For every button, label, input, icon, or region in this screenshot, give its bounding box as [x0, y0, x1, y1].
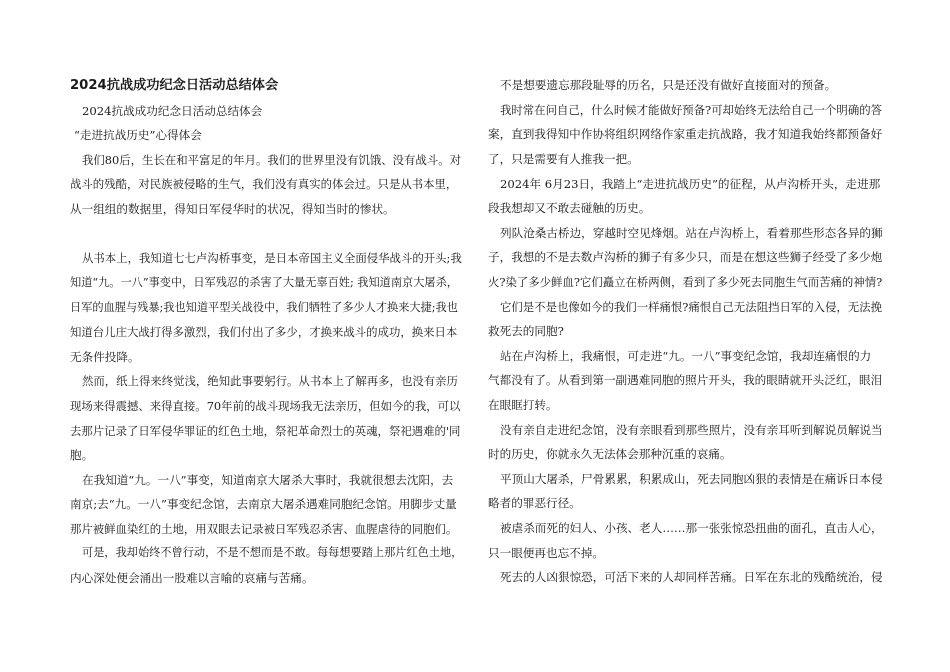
paragraph-line: 略者的罪恶行径。 — [488, 496, 581, 510]
paragraph-line: 在我知道“九。一八”事变，知道南京大屠杀大事时，我就很想去沈阳，去 — [82, 473, 454, 487]
paragraph-line: 无条件投降。 — [70, 350, 140, 364]
paragraph-line: 时的历史，你就永久无法体会那种沉重的哀痛。 — [488, 447, 732, 461]
paragraph-line: 没有亲自走进纪念馆，没有亲眼看到那些照片，没有亲耳听到解说员解说当 — [500, 423, 883, 437]
paragraph-line: 救死去的同胞? — [488, 324, 564, 338]
paragraph-line: 我时常在问自己，什么时候才能做好预备?可却始终无法给自己一个明确的答 — [500, 103, 882, 117]
left-column — [70, 0, 462, 672]
paragraph-line: 现场来得震撼、来得直接。70年前的战斗现场我无法亲历，但如今的我，可以 — [70, 399, 461, 413]
right-column — [488, 0, 884, 672]
paragraph-line: 平顶山大屠杀，尸骨累累，积累成山，死去同胞凶狠的表情是在痛诉日本侵 — [500, 472, 883, 486]
paragraph-line: 2024抗战成功纪念日活动总结体会 — [82, 104, 263, 118]
paragraph-line: 不是想要遗忘那段耻辱的历名，只是还没有做好直接面对的预备。 — [500, 78, 837, 92]
paragraph-line: 在眼眶打转。 — [488, 398, 558, 412]
paragraph-line: 我们80后，生长在和平富足的年月。我们的世界里没有饥饿、没有战斗。对 — [82, 153, 461, 167]
paragraph-line: 只一眼便再也忘不掉。 — [488, 546, 604, 560]
paragraph-line: 气都没有了。从看到第一副遇难同胞的照片开头，我的眼睛就开头泛红，眼泪 — [488, 373, 883, 387]
paragraph-line: 了，只是需要有人推我一把。 — [488, 152, 639, 166]
paragraph-line: 去那片记录了日军侵华罪证的红色土地，祭祀革命烈士的英魂，祭祀遇难的'同 — [70, 424, 461, 438]
paragraph-line: 日军的血腥与残暴;我也知道平型关战役中，我们牺牲了多少人才换来大捷;我也 — [70, 301, 458, 314]
paragraph-line: 2024年 6月23日，我踏上“走进抗战历史”的征程，从卢沟桥开头，走进那 — [500, 177, 881, 191]
paragraph-line: 战斗的残酷，对民族被侵略的生气，我们没有真实的体会过。只是从书本里， — [70, 177, 458, 191]
paragraph-line: 火?染了多少鲜血?它们矗立在桥两侧，看到了多少死去同胞生气而苦痛的神情? — [488, 275, 883, 289]
paragraph-line: 内心深处便会涌出一股难以言喻的哀痛与苦痛。 — [70, 571, 314, 585]
paragraph-line: 被虐杀而死的妇人、小孩、老人……那一张张惊恐扭曲的面孔，直击人心， — [500, 521, 883, 535]
document-title: 2024抗战成功纪念日活动总结体会 — [70, 78, 279, 93]
paragraph-line: 胞。 — [70, 448, 94, 462]
paragraph-line: 它们是不是也像如今的我们一样痛恨?痛恨自己无法阻挡日军的入侵，无法挽 — [500, 300, 882, 314]
paragraph-line: 知道台儿庄大战打得多激烈，我们付出了多少，才换来战斗的成功，换来日本 — [70, 325, 458, 339]
paragraph-line: 可是，我却始终不曾行动，不是不想而是不敢。每每想要踏上那片红色土地， — [82, 546, 463, 559]
paragraph-line: 从书本上，我知道七七卢沟桥事变，是日本帝国主义全面侵华战斗的开头;我 — [82, 251, 462, 265]
paragraph-line: 死去的人凶狠惊恐，可活下来的人却同样苦痛。日军在东北的残酷统治，侵 — [500, 570, 883, 584]
paragraph-line: 列队沧桑古桥边，穿越时空见烽烟。站在卢沟桥上，看着那些形态各异的狮 — [500, 226, 883, 240]
paragraph-line: 子，我想的不是去数卢沟桥的狮子有多少只，而是在想这些狮子经受了多少炮 — [488, 250, 883, 264]
paragraph-line: 站在卢沟桥上，我痛恨，可走进“九。一八”事变纪念馆，我却连痛恨的力 — [500, 349, 872, 363]
paragraph-line: 案，直到我得知中作协将组织网络作家重走抗战路，我才知道我始终都预备好 — [488, 127, 883, 141]
paragraph-line: 那片被鲜血染红的土地，用双眼去记录被日军残忍杀害、血腥虐待的同胞们。 — [70, 522, 458, 536]
paragraph-line: 南京;去“九。一八”事变纪念馆，去南京大屠杀遇难同胞纪念馆。用脚步丈量 — [70, 497, 457, 511]
paragraph-line: 段我想却又不敢去碰触的历史。 — [488, 201, 651, 215]
paragraph-line: 然而，纸上得来终觉浅，绝知此事要躬行。从书本上了解再多，也没有亲历 — [82, 374, 458, 388]
paragraph-line: 知道“九。一八”事变中，日军残忍的杀害了大量无辜百姓; 我知道南京大屠杀， — [70, 276, 458, 289]
paragraph-line: “走进抗战历史”心得体会 — [74, 128, 202, 142]
paragraph-line: 从一组组的数据里，得知日军侵华时的状况，得知当时的惨状。 — [70, 202, 395, 216]
